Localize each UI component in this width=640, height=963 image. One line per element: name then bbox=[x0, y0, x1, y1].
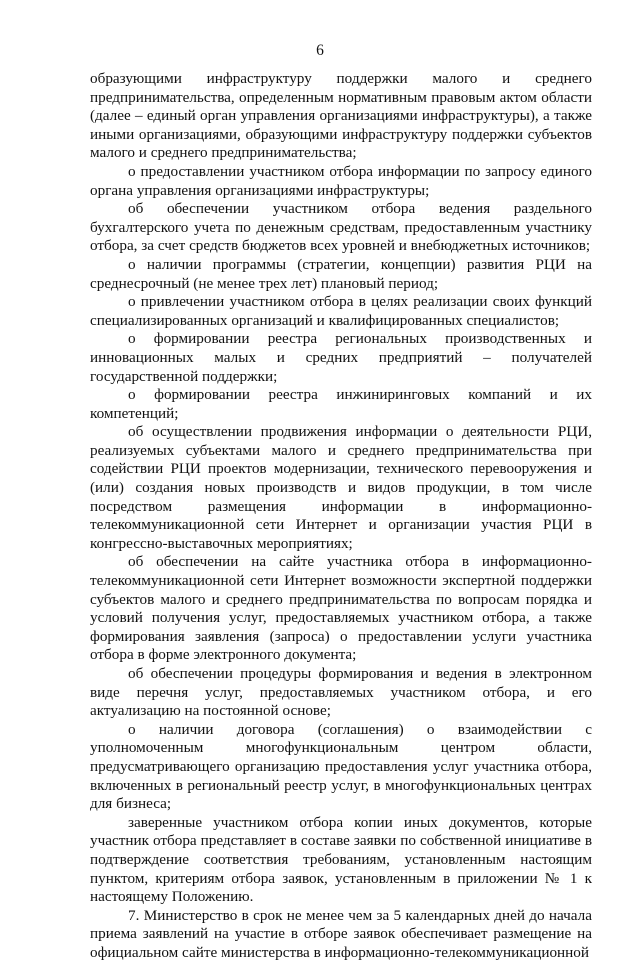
paragraph: о привлечении участником отбора в целях реализации своих функций специализированных организаций и квалифицированных специалистов; bbox=[90, 293, 592, 329]
paragraph: об обеспечении участником отбора ведения раздельного бухгалтерского учета по денежным средствам, предоставленным участнику отбора, за счет средств бюджетов всех уровней и внебюджетных источников; bbox=[90, 200, 592, 255]
paragraph: о предоставлении участником отбора информации по запросу единого органа управления организациями инфраструктуры; bbox=[90, 162, 592, 199]
paragraph-item-7: 7. Министерство в срок не менее чем за 5 календарных дней до начала приема заявлений на участие в отборе заявок обеспечивает размещение на официальном сайте министерства в информационно-телекоммуникационной bbox=[90, 906, 592, 961]
paragraph: о наличии договора (соглашения) о взаимодействии с уполномоченным многофункциональным центром области, предусматривающего организацию предоставления услуг участника отбора, включенных в региональный реестр услуг, в многофункциональных центрах для бизнеса; bbox=[90, 720, 592, 813]
paragraph: об обеспечении процедуры формирования и ведения в электронном виде перечня услуг, предоставляемых участником отбора, и его актуализацию на постоянной основе; bbox=[90, 665, 592, 720]
paragraph-continuation: образующими инфраструктуру поддержки малого и среднего предпринимательства, определенным нормативным правовым актом области (далее – единый орган управления организациями инфраструктуры), а также иными организациями, образующими инфраструктуру поддержки субъектов малого и среднего предпринимательства; bbox=[90, 70, 592, 162]
paragraph: об обеспечении на сайте участника отбора в информационно-телекоммуникационной сети Интернет возможности экспертной поддержки субъектов малого и среднего предпринимательства по вопросам порядка и условий получения услуг, предоставляемых участником отбора, а также формирования заявления (запроса) о предоставлении услуги участника отбора в форме электронного документа; bbox=[90, 553, 592, 664]
page-number: 6 bbox=[316, 42, 324, 59]
paragraph: о наличии программы (стратегии, концепции) развития РЦИ на среднесрочный (не менее трех лет) плановый период; bbox=[90, 255, 592, 292]
document-body bbox=[90, 70, 592, 963]
paragraph: о формировании реестра региональных производственных и инновационных малых и средних предприятий – получателей государственной поддержки; bbox=[90, 330, 592, 385]
paragraph: о формировании реестра инжиниринговых компаний и их компетенций; bbox=[90, 386, 592, 422]
paragraph: об осуществлении продвижения информации о деятельности РЦИ, реализуемых субъектами малого и среднего предпринимательства при содействии РЦИ проектов модернизации, технического перевооружения и (или) создания новых производств и видов продукции, в том числе посредством размещения информации в информационно-телекоммуникационной сети Интернет и организации участия РЦИ в конгрессно-выставочных мероприятиях; bbox=[90, 423, 592, 552]
paragraph: заверенные участником отбора копии иных документов, которые участник отбора представляет в составе заявки по собственной инициативе в подтверждение соответствия требованиям, установленным настоящим пунктом, критериям отбора заявок, установленным в приложении № 1 к настоящему Положению. bbox=[90, 813, 592, 906]
